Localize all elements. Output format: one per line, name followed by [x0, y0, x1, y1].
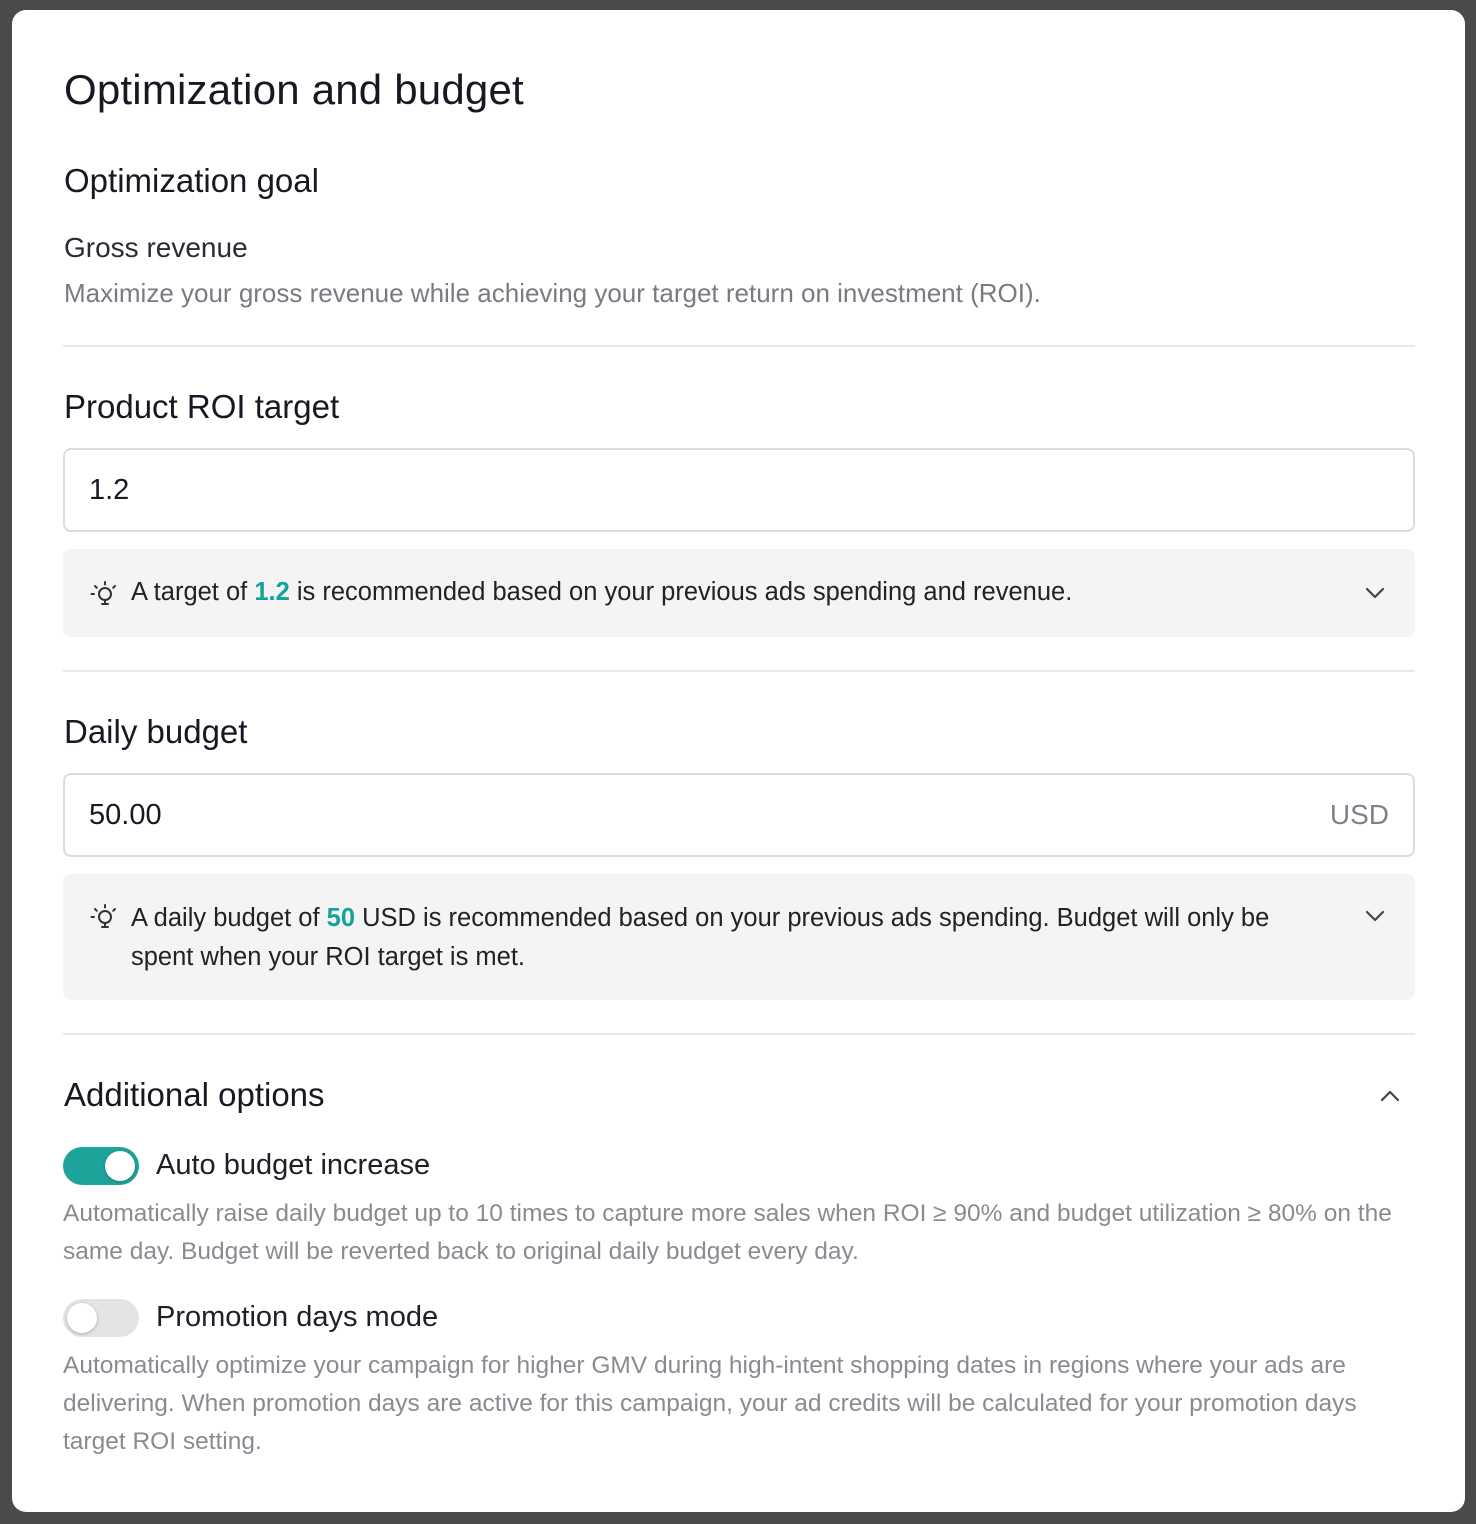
toggle-knob	[67, 1303, 97, 1333]
additional-options-heading: Additional options	[64, 1076, 325, 1113]
roi-hint-value: 1.2	[254, 578, 290, 606]
section-divider	[63, 1033, 1415, 1035]
chevron-up-icon[interactable]	[1378, 1084, 1402, 1108]
roi-hint-text	[131, 573, 1315, 612]
optimization-goal-heading: Optimization goal	[64, 162, 319, 199]
optimization-goal-name: Gross revenue	[64, 232, 248, 263]
budget-hint-text	[131, 899, 1315, 977]
budget-hint-value: 50	[326, 904, 356, 932]
roi-recommendation-hint[interactable]	[63, 549, 1415, 637]
chevron-down-icon[interactable]	[1363, 904, 1387, 928]
roi-hint-after: is recommended based on your previous ads spending and revenue.	[289, 578, 1073, 606]
roi-target-heading: Product ROI target	[64, 388, 340, 425]
chevron-down-icon[interactable]	[1363, 581, 1387, 605]
lightbulb-icon	[89, 579, 119, 609]
section-divider	[63, 345, 1415, 347]
promotion-days-toggle[interactable]	[63, 1299, 139, 1337]
budget-recommendation-hint[interactable]	[63, 874, 1415, 1000]
daily-budget-input[interactable]	[63, 773, 1415, 857]
daily-budget-heading: Daily budget	[64, 713, 248, 750]
auto-budget-description: Automatically raise daily budget up to 10 times to capture more sales when ROI ≥ 90% and budget utilization ≥ 80% on the same day. Budget will be reverted back to original daily budget every day.	[63, 1200, 1392, 1265]
lightbulb-icon	[89, 902, 119, 932]
promotion-days-description: Automatically optimize your campaign for higher GMV during high-intent shopping dates in regions where your ads are delivering. When promotion days are active for this campaign, your ad credits will be calculated for your promotion days target ROI setting.	[63, 1352, 1357, 1455]
currency-unit: USD	[1329, 799, 1389, 830]
optimization-budget-panel	[12, 10, 1465, 1512]
panel-title: Optimization and budget	[64, 66, 524, 113]
auto-budget-label: Auto budget increase	[156, 1149, 431, 1181]
daily-budget-value[interactable]: 50.00	[89, 798, 162, 831]
auto-budget-toggle[interactable]	[63, 1147, 139, 1185]
optimization-goal-description: Maximize your gross revenue while achieving your target return on investment (ROI).	[64, 278, 1041, 308]
roi-hint-before: A target of	[131, 578, 255, 606]
roi-target-input[interactable]	[63, 448, 1415, 532]
budget-hint-after: USD is recommended based on your previous ads spending. Budget will only be spent when your ROI target is met.	[131, 904, 1270, 971]
toggle-knob	[105, 1151, 135, 1181]
promotion-days-label: Promotion days mode	[156, 1301, 439, 1333]
roi-target-value[interactable]: 1.2	[89, 473, 130, 506]
section-divider	[63, 670, 1415, 672]
budget-hint-before: A daily budget of	[131, 904, 327, 932]
